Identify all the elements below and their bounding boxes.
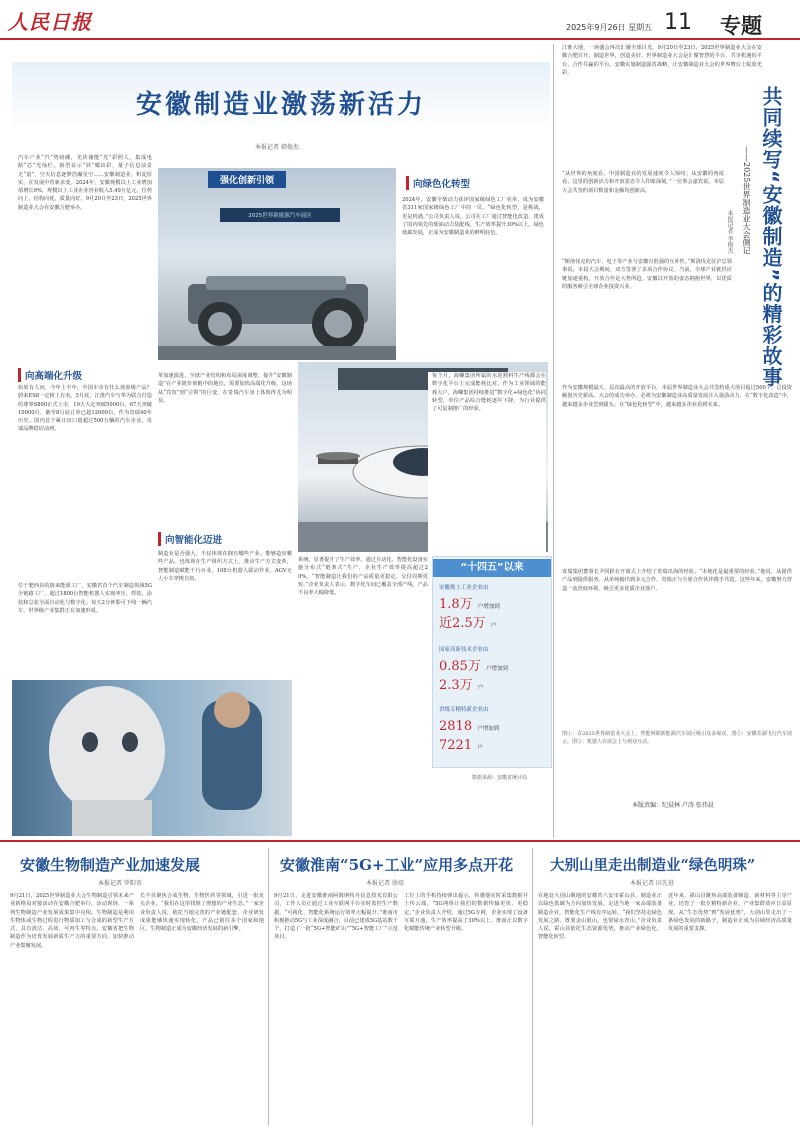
photo1-banner: 2025世界新能源汽车展区 bbox=[220, 208, 340, 222]
photo-robot bbox=[12, 680, 292, 836]
stat-unit-mid: 户增加到 bbox=[486, 666, 509, 672]
side-title: 共同续写“安徽制造”的精彩故事 bbox=[759, 86, 783, 388]
stat-item bbox=[439, 705, 547, 753]
side-subtitle: ——2025世界制造业大会侧记 bbox=[742, 146, 751, 255]
stat-unit-end: 户 bbox=[477, 745, 483, 751]
bottom-article-1 bbox=[10, 848, 264, 1128]
subhead-green: 向绿色化转型 bbox=[406, 176, 470, 190]
side-editor: 本版责编：纪晨林 卢涛 张伟晨 bbox=[632, 802, 714, 809]
stat-unit-mid: 户增加到 bbox=[477, 726, 500, 732]
bottom-article-byline: 本报记者 罗阳奇 bbox=[98, 880, 142, 887]
bottom-article-title: 安徽生物制造产业加速发展 bbox=[20, 856, 201, 874]
bottom-article-byline: 本报记者 徐靖 bbox=[366, 880, 404, 887]
stats-source: 数据来源：安徽省统计局 bbox=[472, 775, 528, 781]
bottom-article-text: 9月21日，走进安徽淮南阿姆斯特丹信息技术有限公司，工作人员正通过工业互联网平台实时监控生产数据。“可视化、智能化系统运行效率大幅提升。”淮南市积极推动5G与工业深度融合，目前已建成5G基站数千个，打造了一批“5G+智能矿山”“5G+智能工厂”示范项目。 bbox=[274, 893, 398, 941]
masthead-rule bbox=[0, 38, 800, 40]
bottom-article-2 bbox=[274, 848, 528, 1128]
bottom-article-text: 在地处大别山腹地的安徽省六安市霍山县，制造业正以绿色低碳为方向加快发展。走进当地一家高端装备制造企业，智能化生产线有序运转。“我们坚持走绿色发展之路，既要金山银山，也要绿水青山。”企业负责人说。霍山县依托生态资源优势，推动产业绿色化、智能化转型。 bbox=[538, 893, 662, 941]
side-text-3: “斯洛伐克的汽车、电子等产业与安徽有很强的互补性。”斯洛伐克驻沪总领事说，本届大会期间，双方签署了多项合作协议。当前，全球产业链供应链加速重构，开放合作是大势所趋。安徽以开放的姿态拥抱世界，以优质的服务吸引全球企业投资兴业。 bbox=[562, 259, 732, 290]
masthead bbox=[0, 0, 800, 40]
stat-item bbox=[439, 645, 547, 693]
chassis-illustration bbox=[158, 236, 396, 360]
bottom-divider bbox=[532, 848, 533, 1126]
side-text-5: 奇瑞集团董事长尹同跃在开幕式上介绍了奇瑞出海的经验。“本地化是最重要的经验。”他说，从提供产品到提供服务，从单纯输出到多元合作，奇瑞正与全球合作伙伴携手共进。这些年来，安徽努力营造一流营商环境，吸引更多优质企业落户。 bbox=[562, 569, 792, 592]
section-name: 专题 bbox=[720, 14, 762, 38]
stat-unit-mid: 户增加到 bbox=[477, 604, 500, 610]
stat-item bbox=[439, 583, 547, 631]
issue-date: 2025年9月26日 星期五 bbox=[566, 23, 653, 32]
bottom-article-text: 长丰县聚焦合成生物、生物医药等领域，引进一批龙头企业。“我们在这里找到了理想的产业生态。”一家企业负责人说，依托当地完善的产业链配套，企业研发成果能够快速实现转化，产品已销往多个国家和地区。生物制造正成为安徽经济发展的新引擎。 bbox=[140, 893, 264, 933]
stat-unit-end: 户 bbox=[490, 623, 497, 629]
stat-value-from: 1.8万 bbox=[439, 597, 473, 612]
bottom-rule bbox=[0, 840, 800, 842]
main-title: 安徽制造业激荡新活力 bbox=[135, 90, 426, 120]
stat-label: 省级专精特新企业由 bbox=[439, 707, 489, 713]
bottom-article-text: 工位上的手机持续弹出提示，传感器实时采集数据并上传云端。“5G网络让我们的数据传输更快、更稳定。”企业负责人介绍，通过5G专网，企业实现了设备互联互通，生产效率提高了30%以上。淮南正以数字化赋能传统产业转型升级。 bbox=[404, 893, 528, 933]
stat-label: 安徽规上工业企业由 bbox=[439, 585, 489, 591]
bottom-article-3 bbox=[538, 848, 792, 1128]
col3-text: 革加速演进，全球产业结构和布局深度调整。提升“安徽制造”在产业链价值链中的地位，需要加快高端化升级。这场从“宾馆”到“引领”的巨变，在奇瑞汽车身上体现得尤为明显。 bbox=[158, 373, 292, 404]
col2-text: 位于肥西县的蔚来能源工厂，安徽省首个汽车制造领域5G全链路工厂，超过1800台智能机器人实现冲压、焊装、涂装和总装全面自动化与数字化；每天2分钟即可下线一辆汽车。世界级产业集群正在加速形成。 bbox=[18, 583, 152, 614]
stats-panel-title: “十四五”以来 bbox=[433, 559, 551, 577]
main-intro: 汽车产业“汽”势磅礴，光伏储能“光”彩照人，集成电路“芯”光灿烂，新型显示“屏”耀出彩，量子信息前景无“量”，空天信息逐梦浩瀚星空……安徽制造业，积淀厚实，在发展中育新求变。2024年，安徽规模以上工业增加值增长9%，规模以上工业企业营业收入5.49万亿元，位势向上，结构向优，质量向好。9月20日至23日，2025世界制造业大会在安徽合肥举办。 bbox=[18, 155, 152, 211]
stat-value-from: 0.85万 bbox=[439, 659, 481, 674]
bottom-article-text: 近年来，霍山县聚焦高端装备制造、新材料等主导产业，培育了一批专精特新企业，产业集群效应日益显现。从“生态优势”到“发展优势”，大别山里走出了一条绿色发展的新路子，制造业正成为县域经济高质量发展的重要支撑。 bbox=[668, 893, 792, 933]
stats-panel bbox=[432, 556, 552, 768]
bottom-article-title: 安徽淮南“5G+工业”应用多点开花 bbox=[280, 856, 514, 874]
stat-label: 国家高新技术企业由 bbox=[439, 647, 489, 653]
stat-value-to: 近2.5万 bbox=[439, 616, 486, 631]
subhead-intelligent: 向智能化迈进 bbox=[158, 532, 222, 546]
stat-value-to: 2.3万 bbox=[439, 678, 473, 693]
side-byline: 本报记者 李俊杰 bbox=[726, 210, 733, 254]
subhead-high-end: 向高端化升级 bbox=[18, 368, 82, 382]
col1-text: 如果有人问，今年上半年，中国车市有什么现象级产品？蔚来ES8一定榜上有名。5月底，江淮汽车与华为联合打造的尊界S800正式上市，19天大定突破5000台，67天突破10000台，截至8月底订单已超12000台。作为奇瑞40年历史、国内首个累计出口量超过500万辆的汽车企业，奇瑞品牌稳居前列。 bbox=[18, 385, 152, 433]
side-text-4: 作为安徽规模最大、层次最高的开放平台，本届世界制造业大会共签约重大项目超过500个，总投资额创历史新高。大会的成功举办，必将为安徽制造业高质量发展注入强劲动力。在“数字化改造”中，越来越多企业尝到甜头；在“绿色化转型”中，越来越多企业看到未来。 bbox=[562, 385, 792, 408]
side-text-2: “从世界的角度看，中国制造业的发展速度令人惊叹；从安徽的角度看，这里的创新活力和开放姿态令人印象深刻。”一位参会嘉宾说。本届大会共签约项目数量和金额均创新高。 bbox=[562, 171, 724, 194]
newspaper-logo: 人民日报 bbox=[8, 10, 92, 34]
col3b-text: 制造业是否强大，不仅体现在拥有哪些产业、能够造出哪些产品，也体现在生产组织方式上。推动生产方式变革，智能制造赋能千行百业。108台机器人联动作业，AGV无人小车穿梭自如。 bbox=[158, 551, 292, 582]
side-text-1: 江淮大地，一场盛会再次汇聚全球目光。9月20日至23日，2025世界制造业大会在安徽合肥召开。制造世界，创造美好。世界制造业大会是汇聚智慧的平台、共享机遇的平台、合作共赢的平台。安徽实施制造强省战略，让安徽制造业大会的世界舞台上绽放光彩。 bbox=[562, 45, 762, 76]
col4-text: 系统，显著提升了生产效率。通过自动化、智能化设备实施分布式“链条式”生产，企业生产效率提高超过20%。“智能制造让我们的产品质量更稳定、交付周期更短。”企业负责人表示，数字化车间已覆盖全部产线，产品不良率大幅降低。 bbox=[298, 557, 428, 597]
page-number: 11 bbox=[664, 10, 692, 35]
bottom-article-text: 9月21日，2025世界制造业大会生物制造引领未来产业新格局对接活动在安徽合肥举行。活动现场，一系列生物制造产业发展成果集中亮相。生物制造是利用生物体或生物过程进行物质加工与合成的新型生产方式，具有清洁、高效、可再生等特点。安徽省把生物制造作为培育发展新质生产力的重要方向，加快推动产业集聚发展。 bbox=[10, 893, 134, 949]
stat-unit-end: 户 bbox=[477, 685, 484, 691]
col5-text: 2024年，安徽全柴动力获评国家级绿色工厂名单，成为安徽省311家国家级绿色工厂中的一员。“绿色化转型，是挑战，更是机遇。”公司负责人说，公司在工厂通过智能化改造，建成了国内领先的柴油动力装配线，生产效率提升30%以上。绿色低碳发展，正成为安徽制造业的鲜明底色。 bbox=[402, 197, 544, 237]
stat-value-from: 2818 bbox=[439, 719, 473, 734]
bottom-divider bbox=[268, 848, 269, 1126]
bottom-article-byline: 本报记者 田先进 bbox=[630, 880, 674, 887]
robot-illustration bbox=[12, 680, 292, 836]
main-title-bar bbox=[12, 62, 550, 132]
photo1-caption: 强化创新引领 bbox=[208, 171, 286, 188]
side-photo-captions: 图①：在2025世界制造业大会上，智能网联新能源汽车展区吸引众多观众。图②：安徽芜湖飞行汽车展示。图③：机器人在展会上与观众互动。 bbox=[562, 731, 792, 746]
stat-value-to: 7221 bbox=[439, 738, 473, 753]
column-divider bbox=[553, 44, 554, 838]
main-byline: 本报记者 韩俊杰 bbox=[255, 144, 299, 151]
col6-text: 每个月，海螺集团所属的水泥熟料生产线都会在数字化平台上完成能耗比对。作为工业领域的能耗大户，海螺集团持续推进“数字化+绿色化”协同转型，单位产品综合能耗逐年下降，为行业提供了可复制推广的经验。 bbox=[428, 372, 546, 552]
bottom-article-title: 大别山里走出制造业“绿色明珠” bbox=[550, 857, 756, 874]
photo-car-chassis bbox=[158, 168, 396, 360]
